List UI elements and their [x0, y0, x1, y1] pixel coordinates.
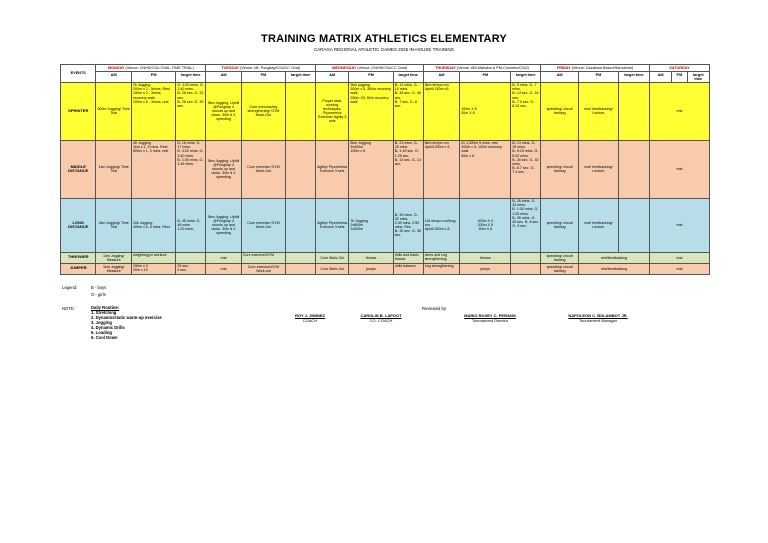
target-header: target time: [687, 72, 709, 83]
cell-wed-am: Core Work-Out: [316, 263, 349, 274]
cell-mon-am: 500m Jogging/ Time Trial: [96, 82, 131, 140]
day-header-friday: FRIDAY (Venue: Cacabian Beach/Sarmiento): [541, 65, 650, 72]
cell-fri-target: [618, 140, 649, 198]
cell-tue-am: rest: [206, 263, 241, 274]
signatory-co-coach: CAROLIN B. LAPOOT CO- COACH: [360, 313, 402, 323]
event-sprinter: SPRINTER: [61, 82, 96, 140]
row-jumper: [61, 263, 710, 274]
cell-mon-am: 1km Jogging/ Time Trial: [96, 140, 131, 198]
page-subtitle: CARAGA REGIONAL ATHLETIC GAMES 2025 IN-HOUSE TRAINING: [313, 47, 455, 52]
cell-wed-pm: throws: [349, 252, 393, 263]
cell-fri-pm: rest/ feedbacking/ Lecture: [578, 198, 618, 252]
routine-item: 3. Jogging: [91, 320, 112, 325]
signatory-tournament-manager: NAPOLEON C. BOLAMBOT JR. Tournament Manager: [568, 313, 628, 323]
target-header: target time: [176, 72, 206, 83]
legend-boys: B - boys: [91, 285, 107, 290]
pm-header: PM: [131, 72, 175, 83]
cell-fri-pm: rest/feedbacking: [578, 252, 649, 263]
am-header: AM: [541, 72, 579, 83]
cell-thu-pm: 400m X 4 200m X 5 50m X 8: [460, 198, 511, 252]
am-header: AM: [423, 72, 460, 83]
cell-wed-am: Agility/ Plyometrics Exercise 3 sets: [316, 198, 349, 252]
pm-header: PM: [349, 72, 393, 83]
cell-mon-target: B- 45 mins. G- 48 mins. 1:20 mins.: [176, 198, 206, 252]
cell-sat: rest: [649, 252, 709, 263]
cell-wed-pm: 6km Jogging 5x400m 100m x 8: [349, 140, 393, 198]
cell-wed-target: B- 30 mins. G- 32 mins. 2:40 mins. 2:50 mins. Res B- 30 sec. G- 35 sec.: [393, 198, 423, 252]
cell-wed-target: B- 12 mins. G- 15 mins. B- 45 sec. G- 48 sec. B- 7 sec. G- 8 sec.: [393, 82, 423, 140]
signatory-tournament-director: MARIO ROXEY C. PERANG Tournament Director: [464, 313, 516, 323]
cell-thu-pm: 100m X 8 30m X 8: [460, 82, 511, 140]
page-title: TRAINING MATRIX ATHLETICS ELEMENTARY: [261, 33, 507, 45]
cell-fri-pm: rest/ feedbacking/ Lecture: [578, 82, 618, 140]
target-header: target time: [393, 72, 423, 83]
cell-thu-am: Leg strengthening: [423, 263, 460, 274]
cell-thu-target: B- 26 mins. G- 33 mins. B- 1:30 mins. G- 1:20 mins. B- 35 mins. G- 40 sec. B- 8 sec. G- 9 sec.: [511, 198, 541, 252]
pm-header: PM: [578, 72, 618, 83]
target-header: target time: [286, 72, 316, 83]
cell-thu-pm: throws: [460, 252, 511, 263]
event-long-distance: LONG DISTANCE: [61, 198, 96, 252]
routine-item: 5. Loading: [91, 330, 112, 335]
row-middle-distance: [61, 140, 710, 198]
cell-thu-target: [511, 252, 541, 263]
cell-tue-pm: Core exercise/leg strengthening/ GYM Work-Out: [241, 82, 285, 140]
cell-wed-pm: jumps: [349, 263, 393, 274]
cell-thu-target: [511, 263, 541, 274]
cell-thu-pm: 2x 1,500m 5 mins. rest 200m x 5, 100m recovery walk 50m x 8: [460, 140, 511, 198]
cell-mon-pm: 10k Jogging 400m x 6, 5 mins. Rest: [131, 198, 175, 252]
am-header: AM: [316, 72, 349, 83]
pm-header: PM: [672, 72, 688, 83]
cell-mon-target: B- 16 mins. G- 17 mins. B- 3:20 mins. G- 3:40 mins. B- 1:35 mins. G- 1:45 mins.: [176, 140, 206, 198]
cell-tue-am: rest: [206, 252, 241, 263]
cell-wed-pm: 7k Jogging 2x800m 2x200m: [349, 198, 393, 252]
routine-item: 1. Stretching: [91, 310, 117, 315]
am-header: AM: [206, 72, 241, 83]
cell-wed-pm: 3km jogging 300m x 5, 300m recovery walk 250m X5, 50m recovery walk: [349, 82, 393, 140]
cell-mon-target: [176, 252, 206, 263]
reviewed-by-label: Reviewed by:: [422, 306, 448, 311]
cell-tue-target: [286, 140, 316, 198]
cell-wed-target: drills and basic throws: [393, 252, 423, 263]
target-header: target time: [618, 72, 649, 83]
legend-label: Legend:: [62, 285, 78, 290]
pm-header: PM: [460, 72, 511, 83]
day-header-tuesday: TUESDAY (Venue: Mt. Pongkay/CSUCC Oval): [206, 65, 316, 72]
cell-sat: rest: [649, 140, 709, 198]
routine-item: 2. Dynamic/static warm-up exercise: [91, 315, 162, 320]
day-header-saturday: SATURDAY: [649, 65, 709, 72]
day-header-wednesday: WEDNESDAY (Venue: CNHS/CSUCC Oval): [316, 65, 424, 72]
events-header: EVENTS: [61, 65, 96, 83]
cell-thu-am: Arms and Leg strengthening: [423, 252, 460, 263]
cell-tue-pm: Core exercise/ GYM Work-Out: [241, 198, 285, 252]
day-header-thursday: THURSDAY (Venue: AM-Mahaba & PM-Colombo/CSU): [423, 65, 541, 72]
cell-thu-pm: jumps: [460, 263, 511, 274]
cell-thu-target: B- 5 mins. G- 7 mins. B- 14 sec. G- 16 sec. B- 7.0 sec. G- 8.10 sec.: [511, 82, 541, 140]
legend-girls: G - girls: [91, 292, 106, 297]
cell-thu-am: 12k tempo run/long run Uphill 300m x 8: [423, 198, 460, 252]
routine-item: 4. Dynamic Drills: [91, 325, 125, 330]
pm-header: PM: [241, 72, 285, 83]
event-middle-distance: MIDDLE DISTANCE: [61, 140, 96, 198]
cell-fri-am: speeding/ circuit training: [541, 263, 579, 274]
cell-tue-target: [286, 198, 316, 252]
cell-tue-pm: Core exercise/ GYM Work-Out: [241, 140, 285, 198]
cell-sat: rest: [649, 82, 709, 140]
cell-fri-pm: rest/feedbacking: [578, 263, 649, 274]
row-thrower: [61, 252, 710, 263]
cell-wed-am: Proper start, running techniques, Plyometrics Exercise/ Agility 3 sets: [316, 82, 349, 140]
cell-tue-target: [286, 263, 316, 274]
daily-routine: [91, 305, 162, 340]
event-thrower: THROWER: [61, 252, 96, 263]
cell-mon-target: 25 sec. 3 sec.: [176, 263, 206, 274]
signatory-coach: ROY J. JIMINEZ COACH: [295, 313, 325, 323]
cell-wed-am: Agility/ Plyometrics Exercise 3 sets: [316, 140, 349, 198]
cell-mon-am: 1km Jogging/ Measure: [96, 252, 131, 263]
cell-wed-target: drills balance: [393, 263, 423, 274]
cell-mon-target: G- 3:20 mins. G- 2:40 mins. B- 28 sec. G- 32 sec. B- 28 sec. G- 30 sec.: [176, 82, 206, 140]
cell-tue-am: 5km Jogging, Uphill @Pongkay 4 rounds up and down, 30m 8 X speeding: [206, 140, 241, 198]
cell-thu-target: B- 13 mins. G- 15 mins. B- 5:15 mins. G- 5:20 mins. B- 28 sec. G- 30 mins. B- 6.7 sec. G- 7.4 sec.: [511, 140, 541, 198]
cell-sat: rest: [649, 263, 709, 274]
cell-mon-am: 2km Jogging/ Time Trial: [96, 198, 131, 252]
cell-mon-pm: weights/gym workout: [131, 252, 175, 263]
am-header: AM: [96, 72, 131, 83]
cell-sat: rest: [649, 198, 709, 252]
cell-thu-am: 5km tempo run Uphill 150m x5: [423, 82, 460, 140]
cell-fri-am: speeding/ circuit training: [541, 140, 579, 198]
cell-fri-target: [618, 82, 649, 140]
cell-fri-am: speeding/ circuit training: [541, 252, 579, 263]
cell-tue-am: 5km Jogging, Uphill @Pongkay 4 rounds up and down, 30m 8 X speeding: [206, 198, 241, 252]
event-jumper: JUMPER: [61, 263, 96, 274]
day-header-monday: MONDAY (Venue: CNHS/CSU OVAL-TIME TRIAL): [96, 65, 206, 72]
training-matrix-table: [60, 64, 710, 275]
cell-tue-target: [286, 252, 316, 263]
cell-mon-pm: 4K Jogging 1km x 1, 3 mins. Rest 800m x 1, 3 mins. rest: [131, 140, 175, 198]
am-header: AM: [649, 72, 671, 83]
cell-mon-pm: 2k Jogging 200m x 2 - 5mins. Rest 150m x 2 - 3mins. recovery walk 100m x 6 - 3mins. rest: [131, 82, 175, 140]
target-header: target time: [511, 72, 541, 83]
cell-wed-am: Core Work-Out: [316, 252, 349, 263]
cell-fri-am: speeding/ circuit training: [541, 82, 579, 140]
cell-tue-target: [286, 82, 316, 140]
cell-thu-am: 6km tempo run Uphill 200m x 6: [423, 140, 460, 198]
row-sprinter: [61, 82, 710, 140]
row-long-distance: [61, 198, 710, 252]
cell-fri-pm: rest/ feedbacking/ Lecture: [578, 140, 618, 198]
cell-tue-am: 5km Jogging, Uphill @Pongkay 4 rounds up and down, 30m 8 X speeding: [206, 82, 241, 140]
routine-item: 6. Cool Down: [91, 335, 118, 340]
cell-tue-pm: Core exercise/GYM: [241, 252, 285, 263]
note-label: NOTE:: [62, 306, 75, 311]
daily-routine-title: Daily Routine:: [91, 305, 120, 310]
cell-mon-pm: 150m x 3 20m x 10: [131, 263, 175, 274]
cell-mon-am: 1km Jogging/ Measure: [96, 263, 131, 274]
cell-tue-pm: Core exercise/GYM Work-out: [241, 263, 285, 274]
cell-fri-am: speeding/ circuit training: [541, 198, 579, 252]
cell-wed-target: B- 23 mins. G- 25 mins. B- 1:15 sec. G- 1:25 sec. B- 13 sec. G- 14 sec.: [393, 140, 423, 198]
cell-fri-target: [618, 198, 649, 252]
